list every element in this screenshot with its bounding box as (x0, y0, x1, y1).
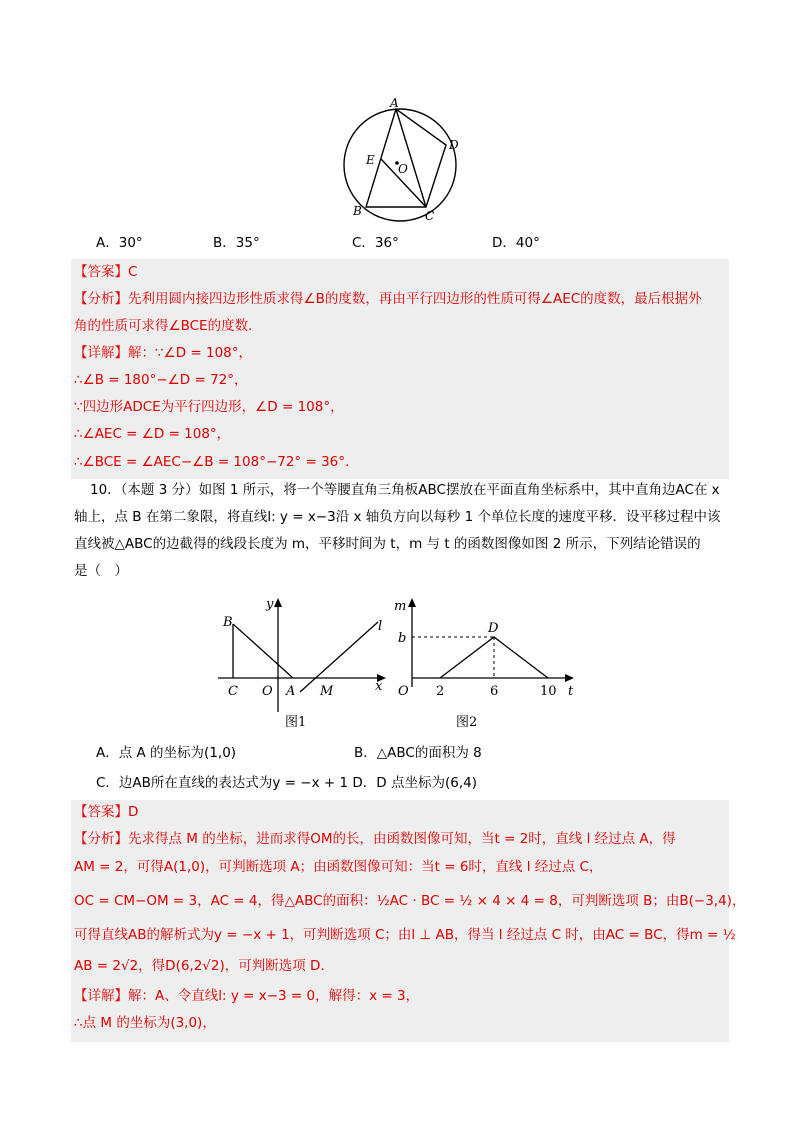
q9-option-d: D．40° (492, 235, 540, 251)
label-b: B (353, 204, 362, 218)
fig1-label-m: M (320, 684, 334, 699)
segment-ac (396, 109, 426, 207)
fig1-label-b: B (223, 615, 233, 630)
fig1-label-x: x (375, 679, 383, 694)
fig2-label-o: O (398, 684, 409, 699)
q10-option-cd: C．边AB所在直线的表达式为y = −x + 1 D．D 点坐标为(6,4) (96, 775, 477, 791)
q10-analysis-4: 可得直线AB的解析式为y = −x + 1，可判断选项 C；由l ⊥ AB，得当 l 经过点 C 时，由AC = BC，得m = ½ (74, 927, 736, 943)
q9-answer: 【答案】C (74, 264, 138, 280)
q10-detail-2: ∴点 M 的坐标为(3,0)， (74, 1015, 216, 1031)
figure-1 (210, 592, 400, 737)
q9-option-a: A．30° (96, 235, 143, 251)
q10-stem-1: 10．（本题 3 分）如图 1 所示，将一个等腰直角三角板ABC摆放在平面直角坐标系中，其中直角边AC在 x (90, 482, 720, 498)
line-l (300, 622, 378, 692)
q9-detail-3: ∵四边形ADCE为平行四边形，∠D = 108°， (74, 399, 344, 415)
fig2-caption: 图2 (456, 715, 478, 730)
label-c: C (425, 209, 435, 223)
fig1-label-y: y (266, 597, 274, 612)
q9-detail-2: ∴∠B = 180°−∠D = 72°， (74, 372, 248, 388)
q10-analysis-2: AM = 2，可得A(1,0)，可判断选项 A；由函数图像可知：当t = 6时，直线 l 经过点 C， (74, 859, 603, 875)
m-axis-arrow (408, 598, 416, 607)
figure-2 (392, 592, 592, 737)
q10-stem-4: 是（ ） (74, 563, 128, 579)
q10-analysis-3: OC = CM−OM = 3，AC = 4，得△ABC的面积：½AC · BC = ½ × 4 × 4 = 8，可判断选项 B；由B(−3,4)， (74, 893, 746, 909)
q10-option-b: B．△ABC的面积为 8 (354, 745, 482, 761)
q9-detail-5: ∴∠BCE = ∠AEC−∠B = 108°−72° = 36°. (74, 454, 350, 470)
q10-stem-2: 轴上，点 B 在第二象限，将直线l: y = x−3沿 x 轴负方向以每秒 1 个单位长度的速度平移．设平移过程中该 (74, 509, 721, 525)
fig2-label-b: b (398, 631, 407, 646)
fig2-label-10: 10 (540, 684, 557, 699)
q9-analysis-1: 【分析】先利用圆内接四边形性质求得∠B的度数，再由平行四边形的性质可得∠AEC的度数，最后根据外 (74, 291, 702, 307)
label-d: D (449, 138, 459, 152)
q9-detail-4: ∴∠AEC = ∠D = 108°， (74, 426, 231, 442)
label-e: E (366, 153, 375, 167)
label-a: A (390, 96, 399, 110)
q10-analysis-1: 【分析】先求得点 M 的坐标，进而求得OM的长，由函数图像可知，当t = 2时，直线 l 经过点 A，得 (74, 831, 676, 847)
quadrilateral-abcd (366, 109, 446, 207)
fig2-label-m: m (394, 599, 407, 614)
t-axis-arrow (565, 674, 574, 682)
q9-analysis-2: 角的性质可求得∠BCE的度数． (74, 318, 262, 334)
q10-answer: 【答案】D (74, 804, 139, 820)
q10-option-a: A．点 A 的坐标为(1,0) (96, 745, 237, 761)
fig2-label-d: D (488, 621, 499, 636)
fig1-label-l: l (378, 619, 383, 634)
label-o: O (398, 162, 408, 176)
y-axis-arrow (274, 598, 282, 607)
q10-stem-3: 直线被△ABC的边截得的线段长度为 m，平移时间为 t，m 与 t 的函数图像如图 2 所示，下列结论错误的 (74, 536, 701, 552)
fig1-label-o: O (262, 684, 273, 699)
q9-option-c: C．36° (352, 235, 399, 251)
fig2-label-2: 2 (436, 684, 445, 699)
q9-detail-1: 【详解】解：∵∠D = 108°， (74, 345, 252, 361)
fig2-label-6: 6 (490, 684, 499, 699)
fig1-caption: 图1 (285, 715, 307, 730)
fig2-label-t: t (568, 684, 574, 699)
fig1-label-a: A (286, 684, 296, 699)
side-ba (233, 624, 293, 678)
q10-detail-1: 【详解】解：A、令直线l: y = x−3 = 0，解得：x = 3， (74, 988, 420, 1004)
q9-option-b: B．35° (213, 235, 260, 251)
fig1-label-c: C (228, 684, 238, 699)
q10-analysis-5: AB = 2√2，得D(6,2√2)，可判断选项 D． (74, 958, 334, 974)
circle-figure (330, 95, 480, 225)
